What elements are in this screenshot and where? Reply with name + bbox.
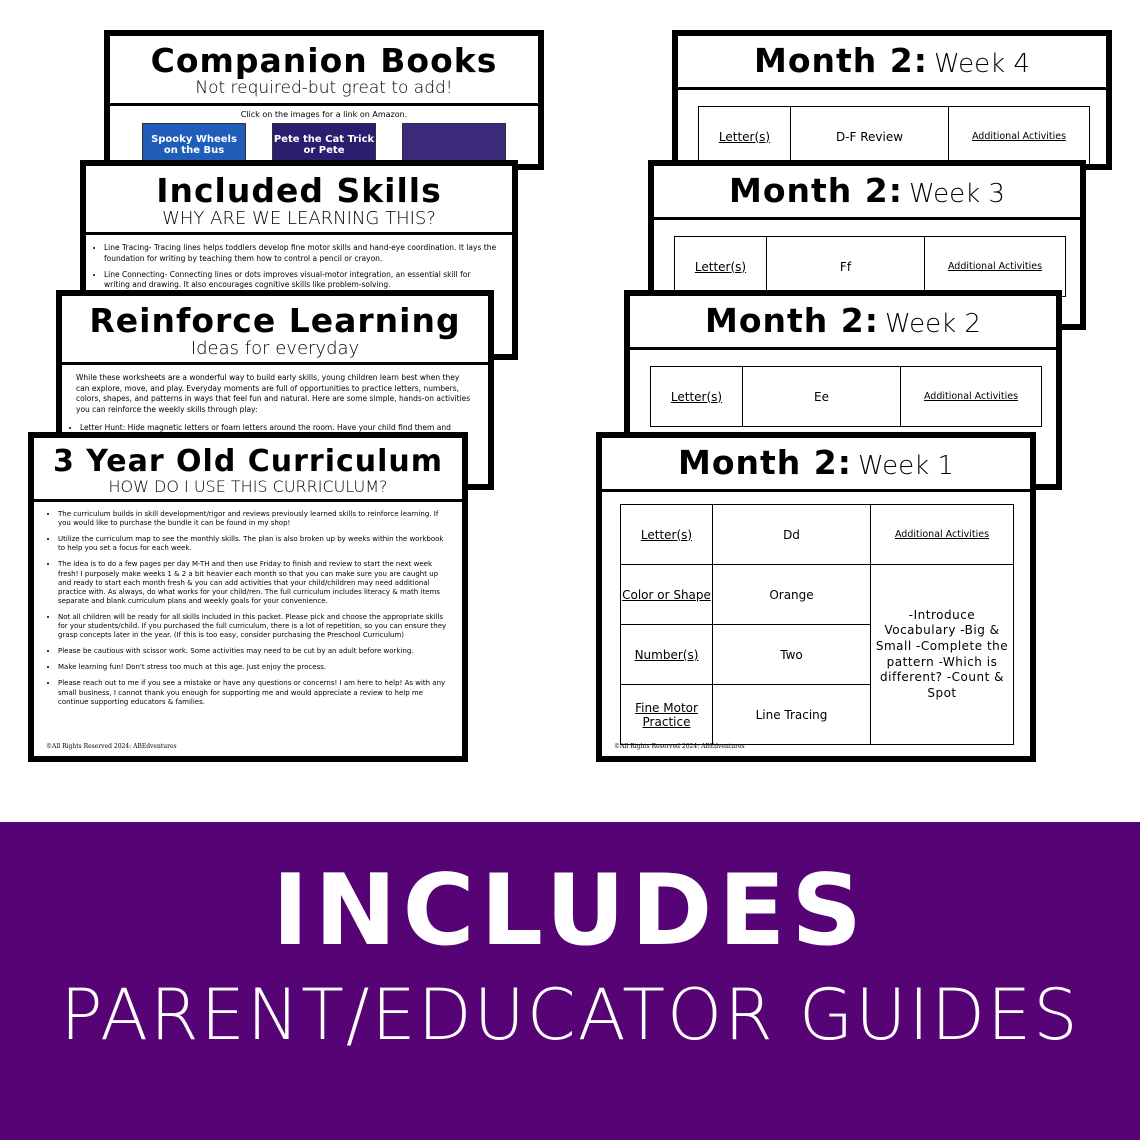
table-row xyxy=(699,107,1090,167)
week3-month: Month 2: xyxy=(729,171,903,210)
letter-label: Letter(s) xyxy=(651,367,743,427)
letter-value: Ff xyxy=(767,237,925,297)
month2-week1-page xyxy=(596,432,1036,762)
copyright-text: ©All Rights Reserved 2024: ABEdventures xyxy=(46,743,177,750)
curriculum-bullet: • Please reach out to me if you see a mistake or have any questions or concerns! I am here to help! As with any small business, I cannot thank you enough for supporting me and would appreciate a review to help me continue supporting educators & families. xyxy=(58,679,448,706)
activities-label: Additional Activities xyxy=(901,367,1042,427)
week1-table xyxy=(620,504,1014,745)
table-row xyxy=(675,237,1066,297)
week4-header xyxy=(678,36,1106,90)
curriculum-bullet: • Not all children will be ready for all skills included in this packet. Please pick and choose the appropriate skills for your students/child. If you purchased the full curriculum, there is a lot of repetition, so you can ensure they grasp concepts later in the year. (If this is too easy, consider purchasing the Preschool Curriculum) xyxy=(58,613,448,640)
letter-value: D-F Review xyxy=(791,107,949,167)
letter-value: Dd xyxy=(713,505,871,565)
week4-month: Month 2: xyxy=(754,41,928,80)
week3-label: Week 3 xyxy=(908,179,1005,209)
week4-table xyxy=(698,106,1090,167)
curriculum-bullet: • Make learning fun! Don't stress too much at this age. Just enjoy the process. xyxy=(58,663,448,672)
reinforce-bullet: • Letter Hunt: Hide magnetic letters or foam letters around the room. Have your child find them and xyxy=(80,423,474,433)
companion-subtitle: Not required-but great to add! xyxy=(195,77,453,98)
week2-table xyxy=(650,366,1042,427)
curriculum-subtitle: HOW DO I USE THIS CURRICULUM? xyxy=(108,476,388,496)
letter-label: Letter(s) xyxy=(699,107,791,167)
companion-header xyxy=(110,36,538,106)
curriculum-bullet: • Please be cautious with scissor work. Some activities may need to be cut by an adult before working. xyxy=(58,647,448,656)
book-title-1: Spooky Wheels on the Bus xyxy=(151,134,237,157)
activities-label: Additional Activities xyxy=(949,107,1090,167)
color-label: Color or Shape xyxy=(621,565,713,625)
skills-title: Included Skills xyxy=(156,171,442,210)
month2-week4-page xyxy=(672,30,1112,170)
curriculum-list xyxy=(34,502,462,707)
reinforce-title: Reinforce Learning xyxy=(89,301,461,340)
week3-table xyxy=(674,236,1066,297)
skills-bullet: • Line Connecting- Connecting lines or dots improves visual-motor integration, an essential skill for writing and drawing. It also encourages cognitive skills like problem-solving. xyxy=(104,270,498,290)
curriculum-title: 3 Year Old Curriculum xyxy=(52,444,444,479)
table-row xyxy=(651,367,1042,427)
week4-label: Week 4 xyxy=(933,49,1030,79)
reinforce-body: While these worksheets are a wonderful way to build early skills, young children learn best when they can explore, move, and play. Everyday moments are full of opportunities to practice letters, numbers, colors, shapes, and patterns in ways that feel fun and natural. Here are some simple, hands-on activities you can reinforce the weekly skills through play: xyxy=(76,373,471,414)
copyright-text: ©All Rights Reserved 2024: ABEdventures xyxy=(614,743,745,750)
reinforce-list xyxy=(62,415,488,433)
week1-header xyxy=(602,438,1030,492)
number-label: Number(s) xyxy=(621,625,713,685)
companion-title: Companion Books xyxy=(150,41,498,80)
banner-subtitle: PARENT/EDUCATOR GUIDES xyxy=(60,973,1080,1056)
skills-bullet: • Line Tracing- Tracing lines helps toddlers develop fine motor skills and hand-eye coordination. It lays the foundation for writing by teaching them how to control a pencil or crayon. xyxy=(104,243,498,263)
activities-label: Additional Activities xyxy=(925,237,1066,297)
skills-subtitle: WHY ARE WE LEARNING THIS? xyxy=(162,207,436,229)
activities-list: -Introduce Vocabulary -Big & Small -Complete the pattern -Which is different? -Count & Spot xyxy=(871,565,1014,745)
week2-month: Month 2: xyxy=(705,301,879,340)
letter-label: Letter(s) xyxy=(675,237,767,297)
bottom-banner xyxy=(0,822,1140,1140)
letter-label: Letter(s) xyxy=(621,505,713,565)
week3-header xyxy=(654,166,1080,220)
skills-header xyxy=(86,166,512,235)
companion-note: Click on the images for a link on Amazon. xyxy=(240,110,408,120)
curriculum-guide-page xyxy=(28,432,468,762)
fine-motor-value: Line Tracing xyxy=(713,685,871,745)
table-row xyxy=(621,565,1014,625)
banner-title: INCLUDES xyxy=(272,854,868,968)
table-row xyxy=(621,505,1014,565)
curriculum-header xyxy=(34,438,462,502)
week1-label: Week 1 xyxy=(857,451,954,481)
curriculum-bullet: • The idea is to do a few pages per day M-TH and then use Friday to finish and review to start the next week fresh! I purposely make weeks 1 & 2 a bit heavier each month so that you can make sure you are caught up and ready to start each month fresh & you can add activities that your child/children may need additional practice with. As always, do what works for your child/ren. The full curriculum includes literacy & math items separate and blank curriculum plans and weekly goals for your convenience. xyxy=(58,560,448,605)
curriculum-bullet: • The curriculum builds in skill development/rigor and reviews previously learned skills to reinforce learning. If you would like to purchase the bundle it can be found in my shop! xyxy=(58,510,448,528)
curriculum-bullet: • Utilize the curriculum map to see the monthly skills. The plan is also broken up by weeks within the workbook to help you set a focus for each week. xyxy=(58,535,448,553)
activities-label: Additional Activities xyxy=(871,505,1014,565)
number-value: Two xyxy=(713,625,871,685)
color-value: Orange xyxy=(713,565,871,625)
reinforce-header xyxy=(62,296,488,365)
skills-list xyxy=(86,235,512,290)
week1-month: Month 2: xyxy=(678,443,852,482)
reinforce-subtitle: Ideas for everyday xyxy=(190,337,360,359)
companion-books-page xyxy=(104,30,544,170)
week2-label: Week 2 xyxy=(884,309,981,339)
week2-header xyxy=(630,296,1056,350)
letter-value: Ee xyxy=(743,367,901,427)
book-title-2: Pete the Cat Trick or Pete xyxy=(273,134,375,157)
fine-motor-label: Fine Motor Practice xyxy=(621,685,713,745)
